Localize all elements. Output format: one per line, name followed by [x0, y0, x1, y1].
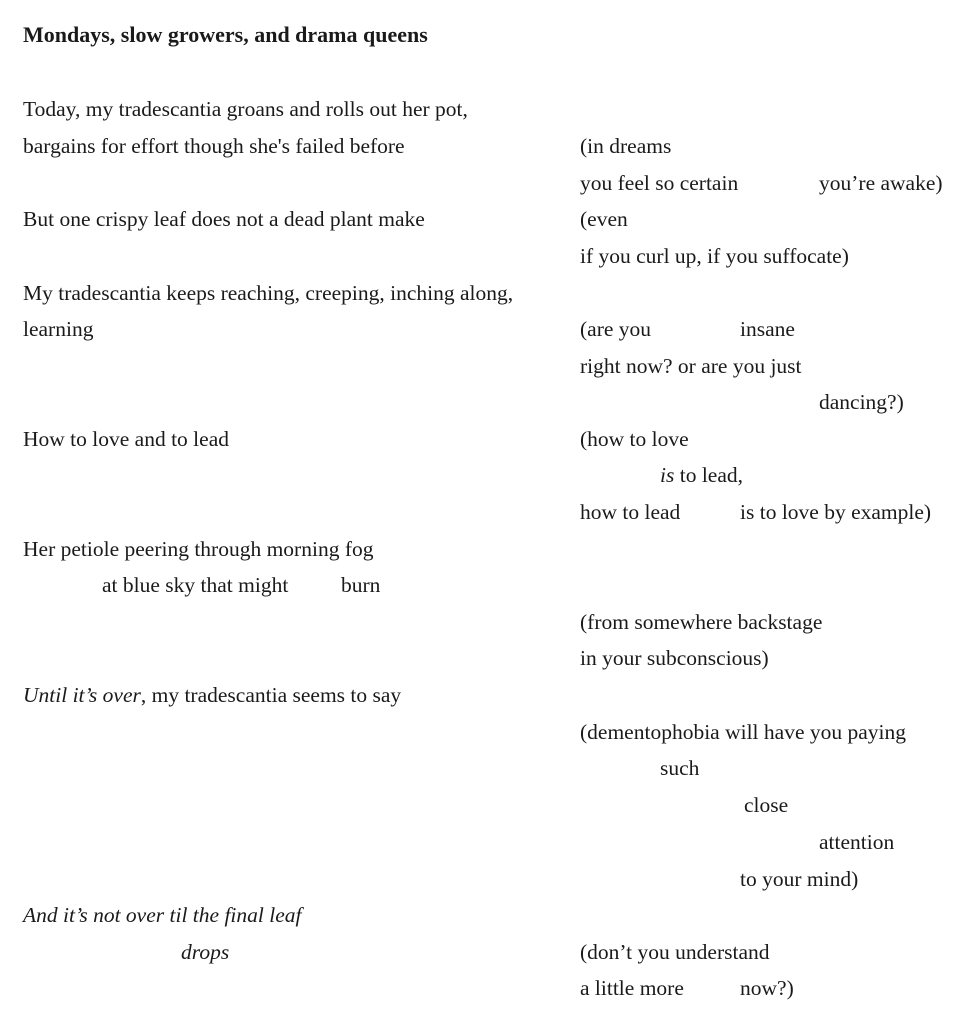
right-line-6: right now? or are you just — [580, 354, 802, 378]
right-line-14: such — [660, 756, 700, 780]
right-line-13: (dementophobia will have you paying — [580, 720, 907, 744]
right-line-4: if you curl up, if you suffocate) — [580, 244, 849, 268]
left-line-3: But one crispy leaf does not a dead plant make — [23, 207, 425, 231]
right-line-19a: a little more — [580, 976, 684, 1000]
right-line-5a: (are you — [580, 317, 652, 341]
right-line-17: to your mind) — [740, 867, 859, 891]
right-line-18: (don’t you understand — [580, 940, 770, 964]
right-line-9 — [660, 465, 743, 487]
right-line-1: (in dreams — [580, 134, 672, 158]
left-line-4: My tradescantia keeps reaching, creeping, inching along, — [23, 281, 514, 305]
right-line-15: close — [744, 793, 789, 817]
left-line-1: Today, my tradescantia groans and rolls out her pot, — [23, 97, 468, 121]
right-line-7: dancing?) — [819, 390, 904, 414]
right-line-9-rest: to lead, — [674, 463, 744, 487]
left-line-2: bargains for effort though she's failed before — [23, 134, 405, 158]
right-line-10a: how to lead — [580, 500, 681, 524]
right-line-12: in your subconscious) — [580, 646, 769, 670]
right-line-5b: insane — [740, 317, 795, 341]
left-line-8b: burn — [341, 573, 381, 597]
left-line-9 — [23, 685, 401, 707]
left-line-6: How to love and to lead — [23, 427, 229, 451]
right-line-10b: is to love by example) — [740, 500, 932, 524]
right-line-8: (how to love — [580, 427, 689, 451]
poem-title: Mondays, slow growers, and drama queens — [23, 22, 428, 47]
left-line-5: learning — [23, 317, 94, 341]
right-line-19b: now?) — [740, 976, 794, 1000]
right-line-16: attention — [819, 830, 895, 854]
right-line-11: (from somewhere backstage — [580, 610, 823, 634]
left-line-9-rest: , my tradescantia seems to say — [140, 683, 402, 707]
left-line-9-italic: Until it’s over — [23, 683, 141, 707]
left-line-11: drops — [181, 940, 230, 964]
right-line-9-italic: is — [660, 463, 675, 487]
right-line-2a: you feel so certain — [580, 171, 739, 195]
left-line-8a: at blue sky that might — [102, 573, 289, 597]
left-line-7: Her petiole peering through morning fog — [23, 537, 374, 561]
right-line-3: (even — [580, 207, 628, 231]
left-line-10: And it’s not over til the final leaf — [23, 903, 302, 927]
right-line-2b: you’re awake) — [819, 171, 943, 195]
